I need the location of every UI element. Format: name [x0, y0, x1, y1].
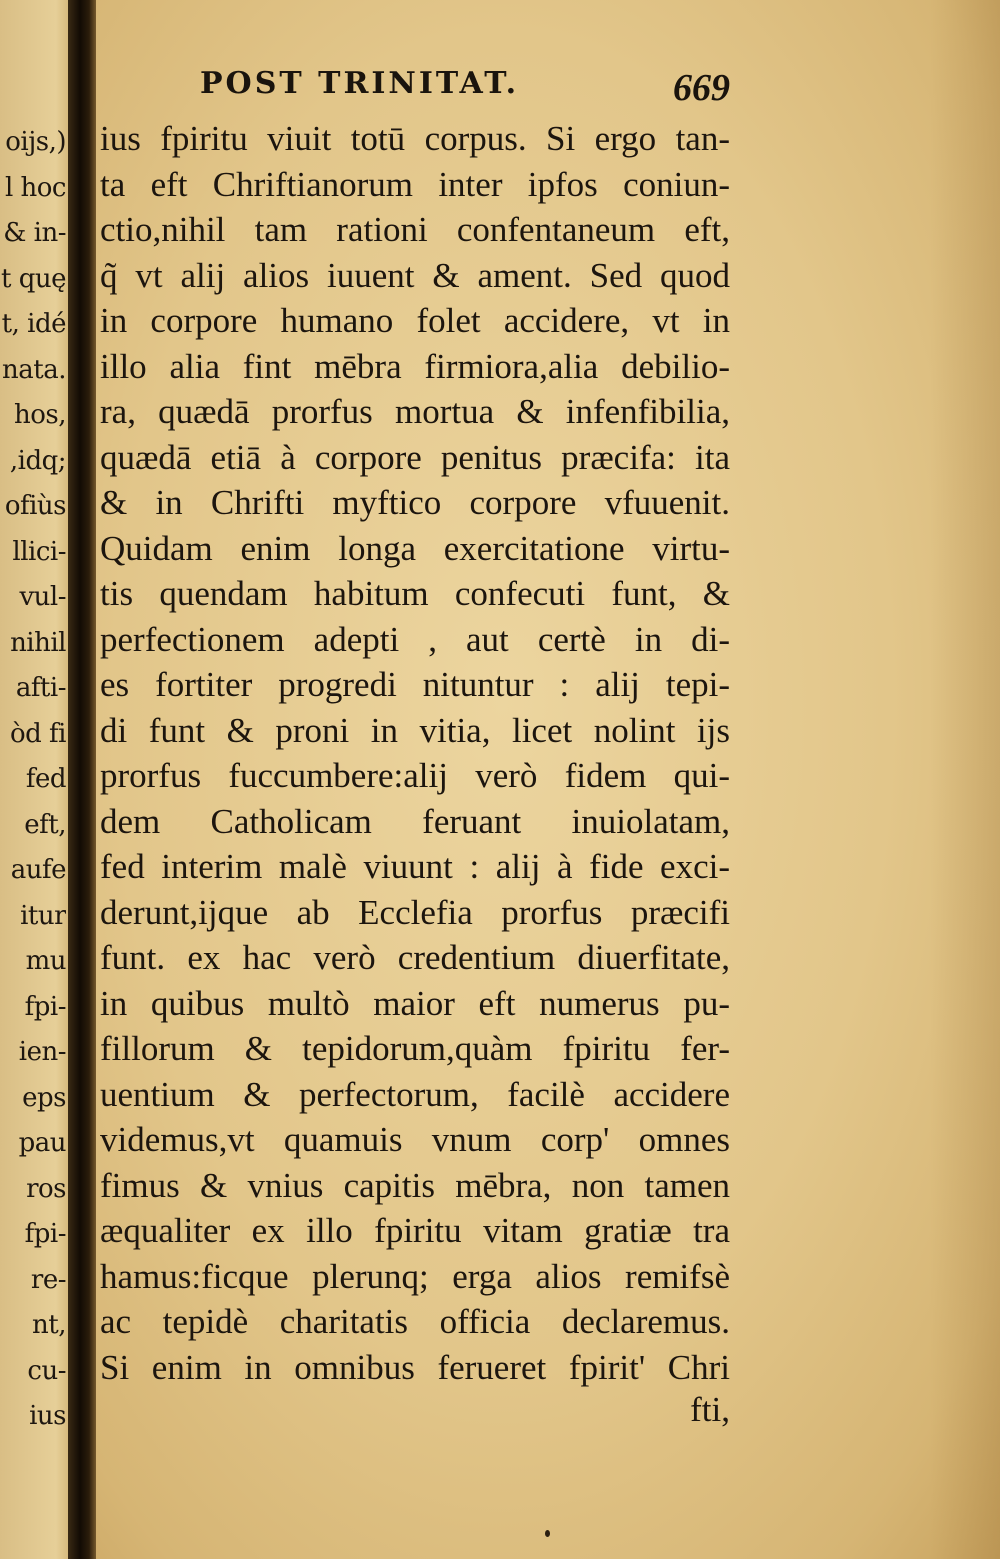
page-edge-shadow [930, 0, 1000, 1559]
text-line: ius fpiritu viuit totū corpus. Si ergo tan- [100, 119, 730, 158]
text-line: fillorum & tepidorum,quàm fpiritu fer- [100, 1029, 730, 1068]
left-page-line-fragment: ius [29, 1401, 66, 1431]
page-header [200, 66, 730, 116]
left-page-line-fragment: ,idq; [9, 445, 66, 476]
text-line: dem Catholicam feruant inuiolatam, [100, 801, 730, 841]
text-line: q̃ vt alij alios iuuent & ament. Sed quod [100, 255, 730, 295]
text-line: tis quendam habitum confecuti funt, & [100, 574, 730, 613]
left-page-line-fragment: re- [30, 1264, 66, 1295]
left-page-line-fragment: aufe [10, 855, 66, 885]
text-line: ctio,nihil tam rationi confentaneum eft, [100, 210, 730, 249]
left-page-line-fragment: ros [26, 1173, 66, 1204]
text-line: videmus,vt quamuis vnum corp' omnes [100, 1120, 730, 1159]
left-page-line-fragment: fpi- [24, 991, 66, 1022]
left-page-line-fragment: cu- [27, 1355, 66, 1386]
text-line: fimus & vnius capitis mēbra, non tamen [100, 1165, 730, 1205]
left-page-line-fragment: fed [25, 764, 66, 794]
left-page-line-fragment: itur [20, 900, 66, 931]
text-line: hamus:ficque plerunq; erga alios remifsè [100, 1256, 730, 1296]
text-line: prorfus fuccumbere:alij verò fidem qui- [100, 756, 730, 795]
text-line: Quidam enim longa exercitatione virtu- [100, 528, 730, 568]
left-page-line-fragment: t quę [1, 263, 66, 294]
text-line: in corpore humano folet accidere, vt in [100, 301, 730, 340]
left-page-line-fragment: vul- [19, 582, 66, 612]
running-head: POST TRINITAT. [200, 66, 520, 101]
text-line: in quibus multò maior eft numerus pu- [100, 983, 730, 1023]
left-page-line-fragment: ien- [18, 1037, 66, 1067]
left-page-line-fragment: t, idé [1, 309, 66, 339]
text-line: illo alia fint mēbra firmiora,alia debilio- [100, 346, 730, 386]
text-line: di funt & proni in vitia, licet nolint ijs [100, 710, 730, 750]
text-line: Si enim in omnibus ferueret fpirit' Chri [100, 1347, 730, 1387]
ink-speck [545, 1530, 550, 1537]
left-page-line-fragment: eps [22, 1082, 66, 1113]
text-line: æqualiter ex illo fpiritu vitam gratiæ tra [100, 1211, 730, 1250]
text-line: fed interim malè viuunt : alij à fide exci- [100, 847, 730, 886]
left-page-line-fragment: pau [18, 1128, 66, 1158]
left-page-line-fragment: eft, [24, 809, 66, 840]
text-line: uentium & perfectorum, facilè accidere [100, 1074, 730, 1114]
text-line: ta eft Chriftianorum inter ipfos coniun- [100, 164, 730, 204]
left-page-line-fragment: ofiùs [4, 491, 66, 521]
page-number: 669 [673, 67, 730, 109]
left-page-line-fragment: òd fi [10, 718, 66, 749]
left-page-line-fragment: nihil [10, 627, 66, 658]
left-page-line-fragment: oijs,) [5, 127, 66, 157]
text-line: funt. ex hac verò credentium diuerfitate, [100, 938, 730, 977]
left-page-line-fragment: nt, [32, 1310, 66, 1340]
body-text [100, 116, 730, 1390]
left-page-line-fragment: mu [25, 946, 66, 976]
text-line: ac tepidè charitatis officia declaremus. [100, 1302, 730, 1341]
left-page-line-fragment: nata. [2, 354, 66, 385]
catchword: fti, [690, 1390, 730, 1429]
book-gutter [68, 0, 98, 1559]
text-line: quædā etiā à corpore penitus præcifa: ita [100, 437, 730, 477]
left-page-line-fragment: afti- [15, 673, 66, 703]
text-line: derunt,ijque ab Ecclefia prorfus præcifi [100, 892, 730, 932]
text-line: & in Chrifti myftico corpore vfuuenit. [100, 483, 730, 522]
text-line: ra, quædā prorfus mortua & infenfibilia, [100, 392, 730, 431]
left-page-line-fragment: & in- [3, 218, 66, 248]
left-page-line-fragment: hos, [13, 400, 66, 430]
text-line: perfectionem adepti , aut certè in di- [100, 619, 730, 659]
left-page-text [0, 120, 66, 1440]
left-page-line-fragment: fpi- [24, 1219, 66, 1249]
left-page-line-fragment: llici- [12, 536, 66, 567]
text-line: es fortiter progredi nituntur : alij tepi- [100, 665, 730, 704]
left-page-line-fragment: l hoc [4, 172, 66, 203]
